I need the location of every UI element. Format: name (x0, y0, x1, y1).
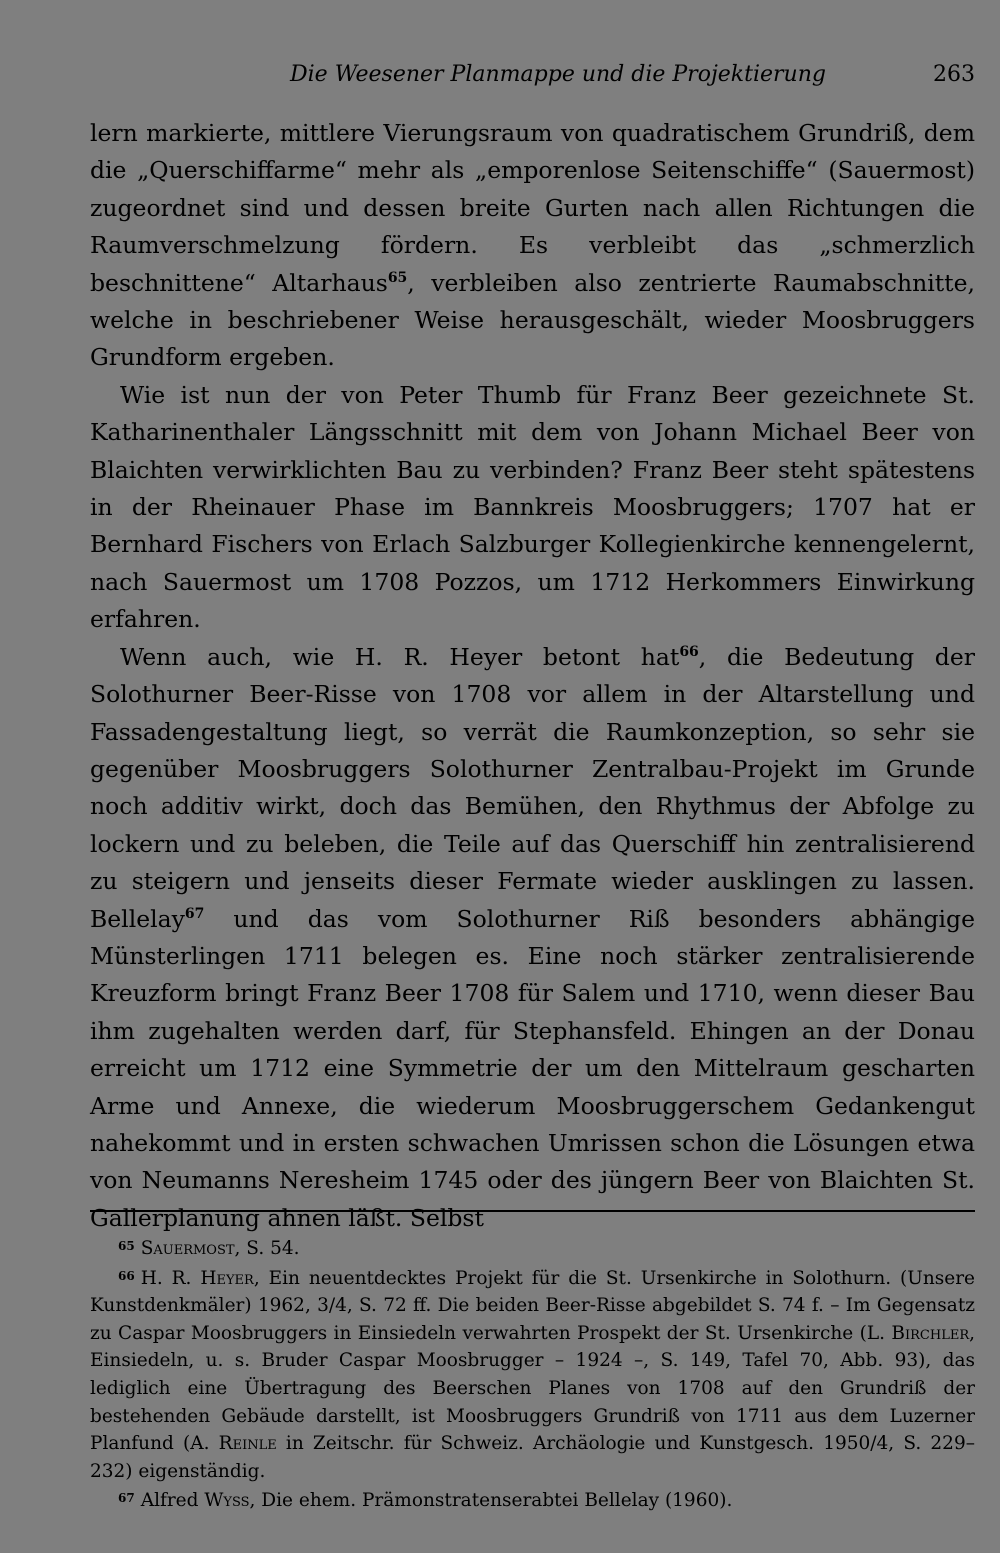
footnote-number: 65 (118, 1239, 135, 1253)
footnote-text: in Zeitschr. für Schweiz. Archäologie und Kunstgesch. 1950/4, S. 229–232) eigenständig. (90, 1433, 975, 1482)
footnote-text: , Ein neuentdecktes Projekt für die St. Ursenkirche in Solothurn. (Unsere Kunstdenkmäler) 1962, 3/4, S. 72 ff. Die beiden Beer-Risse abgebildet S. 74 f. – Im Gegensatz zu Caspar Moosbruggers in Einsiedeln verwahrten Prospekt der St. Ursenkirche (L. (90, 1267, 975, 1344)
footnote-author: Sauermost (140, 1238, 235, 1259)
footnote-author: Heyer (200, 1267, 254, 1289)
paragraph-2: Wie ist nun der von Peter Thumb für Franz Beer gezeichnete St. Katharinenthaler Längsschnitt mit dem von Johann Michael Beer von Blaichten verwirklichten Bau zu verbinden? Franz Beer steht spätestens in der Rheinauer Phase im Bannkreis Moosbruggers; 1707 hat er Bernhard Fischers von Erlach Salzburger Kollegienkirche kennengelernt, nach Sauermost um 1708 Pozzos, um 1712 Herkommers Einwirkung erfahren. (90, 380, 975, 634)
footnote-text: H. R. (140, 1267, 201, 1289)
footnote-66 (90, 1263, 975, 1486)
paragraph-3 (90, 639, 975, 1238)
footnote-divider (90, 1210, 975, 1212)
running-title: Die Weesener Planmappe und die Projektierung (290, 62, 826, 87)
page-number: 263 (933, 62, 975, 87)
paragraph-3-text-b: , die Bedeutung der Solothurner Beer-Risse von 1708 vor allem in der Altarstellung und Fassadengestaltung liegt, so verrät die Raumkonzeption, so sehr sie gegenüber Moosbruggers Solothurner Zentralbau-Projekt im Grunde noch additiv wirkt, doch das Bemühen, den Rhythmus der Abfolge zu lockern und zu beleben, die Teile auf das Querschiff hin zentralisierend zu steigern und jenseits dieser Fermate wieder ausklingen zu lassen. Bellelay (90, 642, 975, 933)
footnote-author: Wyss (204, 1490, 250, 1512)
footnote-number: 67 (118, 1491, 135, 1506)
paragraph-1-text-a: lern markierte, mittlere Vierungsraum von quadratischem Grundriß, dem die „Querschiffarme“ mehr als „emporenlose Seitenschiffe“ (Sauermost) zugeordnet sind und dessen breite Gurten nach allen Richtungen die Raumverschmelzung fördern. Es verbleibt das „schmerzlich beschnittene“ Altarhaus (90, 119, 975, 297)
footnote-ref-65: 65 (387, 269, 408, 286)
footnote-65 (90, 1233, 975, 1263)
footnote-number: 66 (118, 1268, 135, 1283)
paragraph-3-text-a: Wenn auch, wie H. R. Heyer betont hat (120, 642, 680, 671)
paragraph-1-text-b: , verbleiben also zentrierte Raumabschnitte, welche in beschriebener Weise herausgeschält, wieder Moosbruggers Grundform ergeben. (90, 268, 975, 372)
footnote-text: , S. 54. (234, 1238, 300, 1259)
running-header (90, 62, 975, 102)
footnote-text: Alfred (140, 1490, 205, 1512)
footnote-67 (90, 1485, 975, 1515)
paragraph-1 (90, 115, 975, 377)
footnote-ref-66: 66 (679, 643, 699, 660)
footnote-text: , Einsiedeln, u. s. Bruder Caspar Moosbrugger – 1924 –, S. 149, Tafel 70, Abb. 93), das lediglich eine Übertragung des Beerschen Planes von 1708 auf den Grundriß der bestehenden Gebäude darstellt, ist Moosbruggers Grundriß von 1711 aus dem Luzerner Planfund (A. (90, 1322, 975, 1455)
paragraph-3-text-c: und das vom Solothurner Riß besonders abhängige Münsterlingen 1711 belegen es. Eine noch stärker zentralisierende Kreuzform bringt Franz Beer 1708 für Salem und 1710, wenn dieser Bau ihm zugehalten werden darf, für Stephansfeld. Ehingen an der Donau erreicht um 1712 eine Symmetrie der um den Mittelraum gescharten Arme und Annexe, die wiederum Moosbruggerschem Gedankengut nahekommt und in ersten schwachen Umrissen schon die Lösungen etwa von Neumanns Neresheim 1745 oder des jüngern Beer von Blaichten St. Gallerplanung ahnen läßt. Selbst (90, 904, 975, 1232)
footnote-author: Reinle (218, 1433, 277, 1455)
footnotes (90, 1233, 975, 1515)
footnote-text: , Die ehem. Prämonstratenserabtei Bellelay (1960). (249, 1490, 733, 1512)
main-text (90, 115, 975, 1237)
footnote-author: Birchler (891, 1322, 970, 1344)
footnote-ref-67: 67 (184, 905, 205, 922)
